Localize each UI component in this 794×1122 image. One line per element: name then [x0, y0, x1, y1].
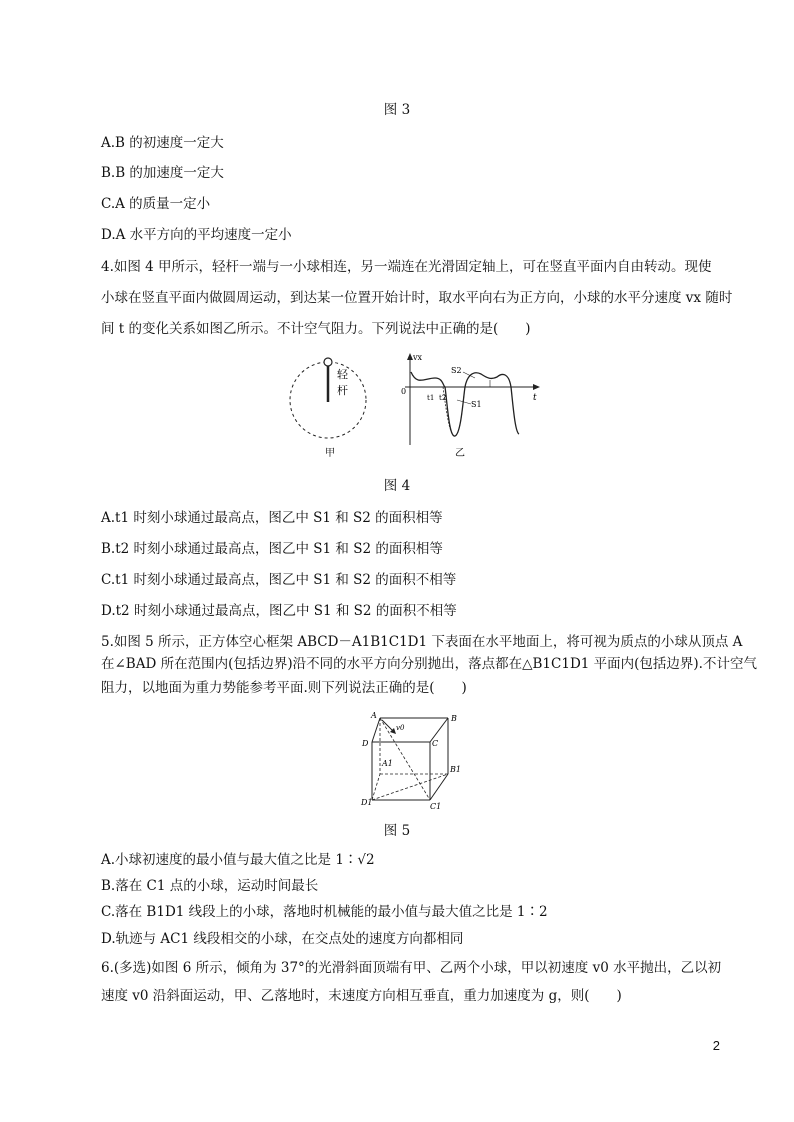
q5-option-b: B.落在 C1 点的小球，运动时间最长 — [101, 878, 319, 894]
q4-option-c: C.t1 时刻小球通过最高点，图乙中 S1 和 S2 的面积不相等 — [101, 572, 457, 588]
fig3-caption: 图 3 — [383, 102, 411, 118]
label-D: D — [362, 739, 369, 748]
q6-stem-line2: 速度 v0 沿斜面运动，甲、乙落地时，末速度方向相互垂直，重力加速度为 g，则( ) — [101, 988, 622, 1004]
figure-5 — [360, 708, 470, 812]
q5-stem-line1: 5.如图 5 所示，正方体空心框架 ABCD－A1B1C1D1 下表面在水平地面上，将可视为质点的小球从顶点 A — [101, 634, 743, 650]
q5-stem-line3: 阻力，以地面为重力势能参考平面.则下列说法正确的是( ) — [101, 680, 467, 696]
label-C: C — [432, 739, 439, 748]
label-A1: A1 — [382, 759, 393, 768]
label-yi: 乙 — [455, 448, 465, 459]
q6-stem-line1: 6.(多选)如图 6 所示，倾角为 37°的光滑斜面顶端有甲、乙两个小球，甲以初速度 v0 水平抛出，乙以初 — [101, 960, 722, 976]
label-B: B — [451, 714, 457, 723]
q5-option-d: D.轨迹与 AC1 线段相交的小球，在交点处的速度方向都相同 — [101, 931, 464, 947]
q4-stem-line2: 小球在竖直平面内做圆周运动，到达某一位置开始计时，取水平向右为正方向，小球的水平分速度 vx 随时 — [101, 290, 733, 306]
label-A: A — [371, 711, 377, 720]
fig5-caption: 图 5 — [383, 823, 411, 839]
label-D1: D1 — [361, 798, 373, 807]
q4-stem-line1: 4.如图 4 甲所示，轻杆一端与一小球相连，另一端连在光滑固定轴上，可在竖直平面内自由转动。现使 — [101, 259, 712, 275]
t-label: t — [533, 393, 537, 403]
rod-label-2: 杆 — [337, 384, 348, 397]
q3-option-c: C.A 的质量一定小 — [101, 196, 211, 212]
vx-label: vx — [413, 353, 423, 362]
q5-option-c: C.落在 B1D1 线段上的小球，落地时机械能的最小值与最大值之比是 1∶2 — [101, 904, 548, 920]
s2-label: S2 — [451, 366, 462, 375]
origin-label: 0 — [401, 387, 407, 396]
fig4-caption: 图 4 — [383, 478, 411, 494]
label-v0: v0 — [396, 724, 405, 732]
q4-option-d: D.t2 时刻小球通过最高点，图乙中 S1 和 S2 的面积不相等 — [101, 603, 457, 619]
t2-label: t2 — [439, 394, 447, 402]
q4-option-b: B.t2 时刻小球通过最高点，图乙中 S1 和 S2 的面积相等 — [101, 541, 443, 557]
q3-option-b: B.B 的加速度一定大 — [101, 165, 224, 181]
q5-stem-line2: 在∠BAD 所在范围内(包括边界)沿不同的水平方向分别抛出，落点都在△B1C1D1 平面内(包括边界).不计空气 — [101, 656, 757, 672]
q4-stem-line3: 间 t 的变化关系如图乙所示。不计空气阻力。下列说法中正确的是( ) — [101, 321, 531, 337]
label-B1: B1 — [450, 765, 461, 774]
rod-label-1: 轻 — [337, 368, 348, 381]
page-number: 2 — [712, 1038, 720, 1053]
ball — [324, 358, 332, 366]
q3-option-a: A.B 的初速度一定大 — [101, 135, 224, 151]
q5-option-a: A.小球初速度的最小值与最大值之比是 1∶√2 — [101, 852, 375, 868]
q4-option-a: A.t1 时刻小球通过最高点，图乙中 S1 和 S2 的面积相等 — [101, 510, 443, 526]
label-C1: C1 — [430, 802, 442, 811]
label-jia: 甲 — [325, 448, 335, 459]
t1-label: t1 — [427, 394, 435, 402]
s1-label: S1 — [471, 400, 482, 409]
figure-4 — [285, 350, 545, 470]
vx-curve — [411, 372, 519, 436]
q3-option-d: D.A 水平方向的平均速度一定小 — [101, 227, 292, 243]
